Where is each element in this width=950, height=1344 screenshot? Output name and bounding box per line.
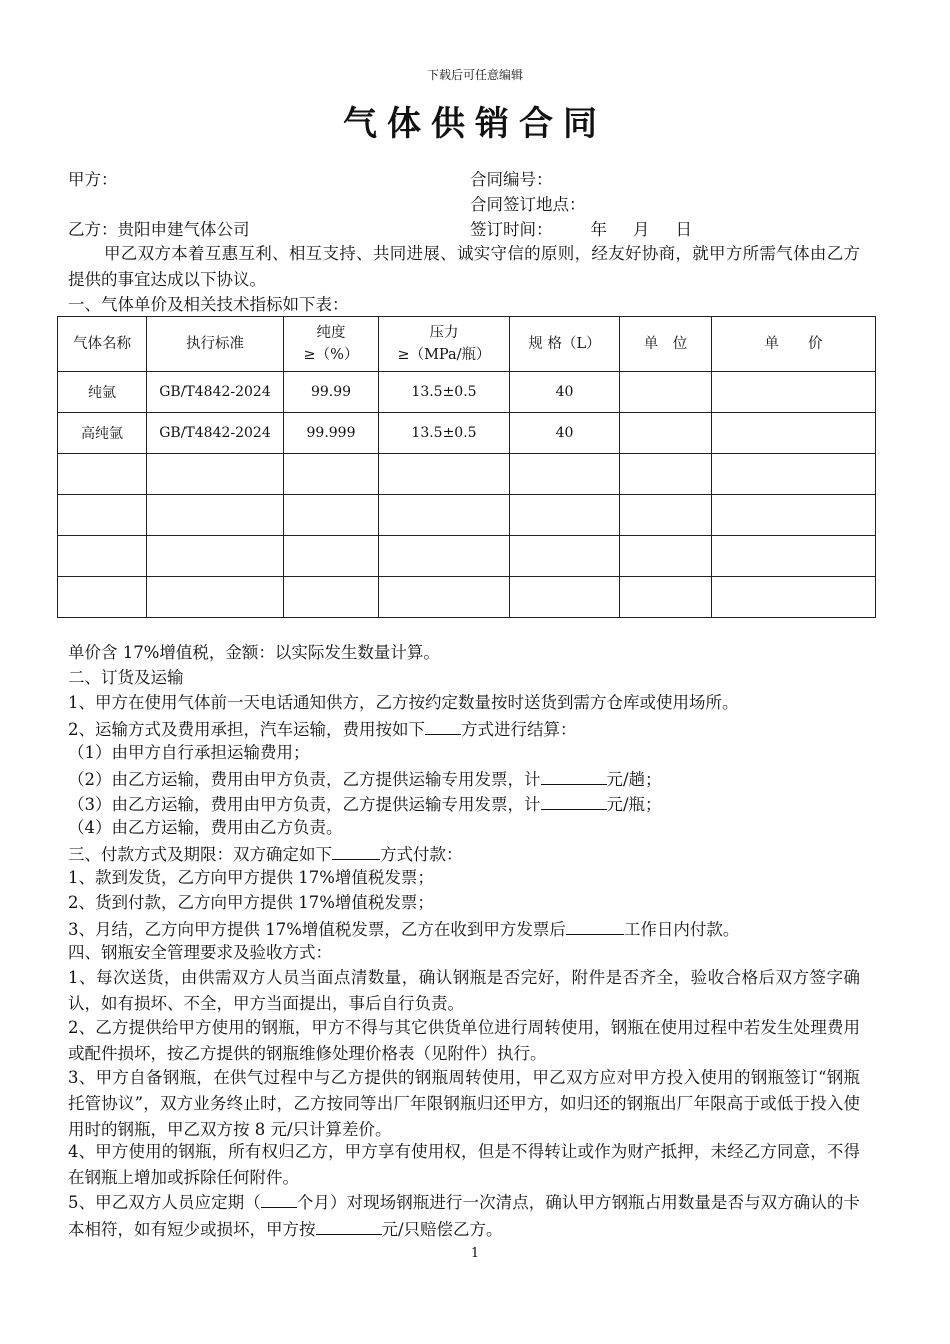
page-title: 气体供销合同 bbox=[343, 104, 607, 144]
section4-item1: 1、每次送货，由供需双方人员当面点清数量，确认钢瓶是否完好，附件是否齐全，验收合格后双方签字确认，如有损坏、不全，甲方当面提出，事后自行负责。 bbox=[68, 968, 860, 1013]
section4-item2: 2、乙方提供给甲方使用的钢瓶，甲方不得与其它供货单位进行周转使用，钢瓶在使用过程中若发生处理费用或配件损坏，按乙方提供的钢瓶维修处理价格表（见附件）执行。 bbox=[68, 1018, 860, 1063]
col-header-price: 单 价 bbox=[712, 317, 876, 372]
month-label: 月 bbox=[633, 220, 650, 239]
col-header-name: 气体名称 bbox=[58, 317, 147, 372]
cell-purity: 99.999 bbox=[284, 413, 379, 454]
blank-field bbox=[566, 916, 624, 935]
intro-paragraph: 甲乙双方本着互惠互利、相互支持、共同进展、诚实守信的原则，经友好协商，就甲方所需气体由乙方提供的事宜达成以下协议。 bbox=[68, 244, 860, 289]
col-header-spec: 规 格（L） bbox=[510, 317, 620, 372]
cell-pressure: 13.5±0.5 bbox=[379, 413, 510, 454]
section4-heading: 四、钢瓶安全管理要求及验收方式： bbox=[68, 943, 332, 962]
blank-field bbox=[425, 716, 461, 735]
section3-item1: 1、款到发货，乙方向甲方提供 17%增值税发票； bbox=[68, 868, 434, 887]
cell-standard: GB/T4842-2024 bbox=[147, 372, 284, 413]
col-header-unit: 单 位 bbox=[620, 317, 712, 372]
section2-option3: （3）由乙方运输，费用由甲方负责，乙方提供运输专用发票，计 元/瓶； bbox=[68, 791, 662, 817]
table-row bbox=[58, 413, 876, 454]
blank-field bbox=[541, 791, 607, 810]
table-row bbox=[58, 372, 876, 413]
cell-unit bbox=[620, 413, 712, 454]
cell-price bbox=[712, 372, 876, 413]
table-row-empty bbox=[58, 577, 876, 618]
cell-spec: 40 bbox=[510, 372, 620, 413]
gas-spec-table bbox=[57, 316, 876, 618]
section2-option2: （2）由乙方运输，费用由甲方负责，乙方提供运输专用发票，计 元/趟； bbox=[68, 766, 662, 792]
table-row-empty bbox=[58, 454, 876, 495]
section2-item2: 2、运输方式及费用承担，汽车运输，费用按如下 方式进行结算： bbox=[68, 716, 577, 742]
price-note: 单价含 17%增值税，金额：以实际发生数量计算。 bbox=[68, 643, 440, 662]
section2-option1: （1）由甲方自行承担运输费用； bbox=[68, 743, 310, 762]
blank-field bbox=[332, 841, 380, 860]
section4-item5: 5、甲乙双方人员应定期（ 个月）对现场钢瓶进行一次清点，确认甲方钢瓶占用数量是否与双方确认的卡本相符，如有短少或损坏，甲方按 元/只赔偿乙方。 bbox=[68, 1189, 860, 1243]
sign-time-label bbox=[470, 218, 692, 242]
cell-name: 纯氩 bbox=[58, 372, 147, 413]
section2-option4: （4）由乙方运输，费用由乙方负责。 bbox=[68, 818, 343, 837]
cell-unit bbox=[620, 372, 712, 413]
section1-heading: 一、气体单价及相关技术指标如下表： bbox=[68, 295, 349, 314]
sign-place-label: 合同签订地点： bbox=[470, 195, 586, 214]
party-a-label: 甲方： bbox=[68, 170, 118, 189]
table-row-empty bbox=[58, 536, 876, 577]
table-row-empty bbox=[58, 495, 876, 536]
party-b-label: 乙方：贵阳申建气体公司 bbox=[68, 220, 250, 239]
table-header-row bbox=[58, 317, 876, 372]
section3-item3: 3、月结，乙方向甲方提供 17%增值税发票，乙方在收到甲方发票后 工作日内付款。 bbox=[68, 916, 739, 942]
cell-price bbox=[712, 413, 876, 454]
year-label: 年 bbox=[590, 220, 607, 239]
cell-pressure: 13.5±0.5 bbox=[379, 372, 510, 413]
section4-item3: 3、甲方自备钢瓶，在供气过程中与乙方提供的钢瓶周转使用，甲乙双方应对甲方投入使用的钢瓶签订“钢瓶托管协议”，双方业务终止时，乙方按同等出厂年限钢瓶归还甲方，如归还的钢瓶出厂年限高于或低于投入使用时的钢瓶，甲乙双方按 8 元/只计算差价。 bbox=[68, 1068, 860, 1139]
cell-standard: GB/T4842-2024 bbox=[147, 413, 284, 454]
col-header-pressure: 压力 ≥（MPa/瓶） bbox=[379, 317, 510, 372]
col-header-standard: 执行标准 bbox=[147, 317, 284, 372]
section3-heading: 三、付款方式及期限：双方确定如下 方式付款： bbox=[68, 841, 463, 867]
col-header-purity: 纯度 ≥（%） bbox=[284, 317, 379, 372]
editable-note: 下载后可任意编辑 bbox=[426, 68, 523, 82]
blank-field bbox=[261, 1189, 297, 1208]
section2-heading: 二、订货及运输 bbox=[68, 668, 184, 687]
contract-number-label: 合同编号： bbox=[470, 170, 553, 189]
blank-field bbox=[316, 1216, 382, 1235]
day-label: 日 bbox=[675, 220, 692, 239]
page-number: 1 bbox=[470, 1246, 480, 1261]
cell-spec: 40 bbox=[510, 413, 620, 454]
blank-field bbox=[541, 766, 607, 785]
cell-name: 高纯氩 bbox=[58, 413, 147, 454]
cell-purity: 99.99 bbox=[284, 372, 379, 413]
section3-item2: 2、货到付款，乙方向甲方提供 17%增值税发票； bbox=[68, 893, 434, 912]
section4-item4: 4、甲方使用的钢瓶，所有权归乙方，甲方享有使用权，但是不得转让或作为财产抵押，未经乙方同意，不得在钢瓶上增加或拆除任何附件。 bbox=[68, 1142, 860, 1187]
section2-item1: 1、甲方在使用气体前一天电话通知供方，乙方按约定数量按时送货到需方仓库或使用场所。 bbox=[68, 693, 739, 712]
sign-time-text: 签订时间： bbox=[470, 220, 553, 239]
